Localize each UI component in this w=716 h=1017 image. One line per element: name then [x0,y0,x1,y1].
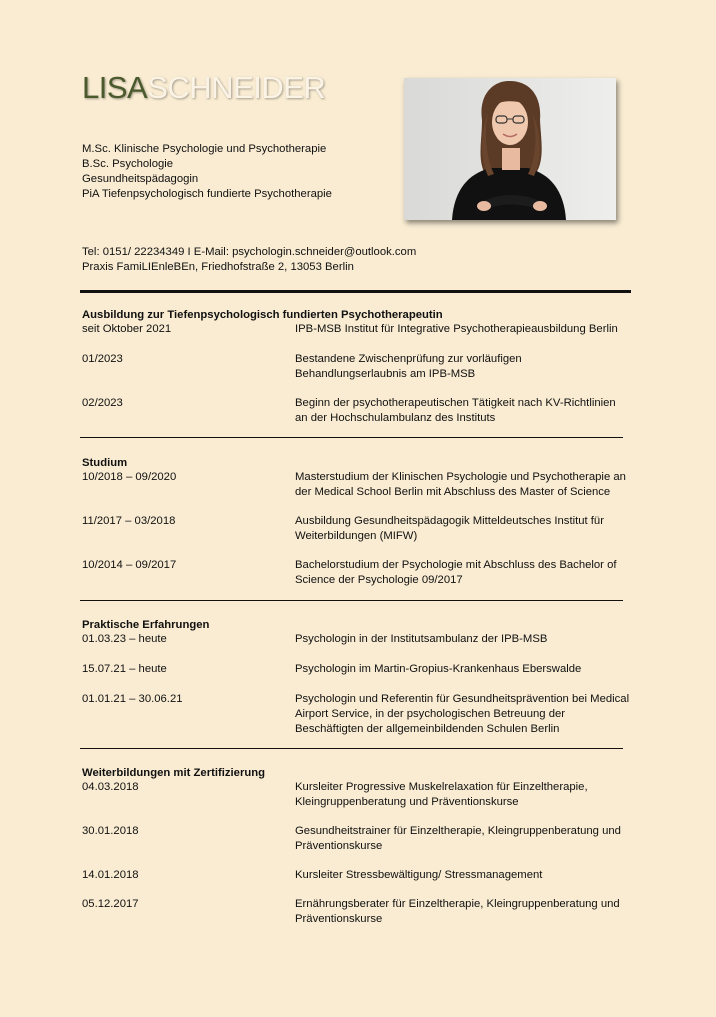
entry-description: Psychologin im Martin-Gropius-Krankenhaus Eberswalde [295,663,582,675]
contact-block [82,245,416,275]
entry-description: Kursleiter Progressive Muskelrelaxation für Einzeltherapie, Kleingruppenberatung und Präventionskurse [295,781,588,808]
list-item [82,514,631,544]
qualification-item: B.Sc. Psychologie [82,158,174,170]
list-item [82,352,631,382]
list-item [82,396,631,426]
entry-date: seit Oktober 2021 [82,323,172,335]
list-item [82,780,631,810]
section-title: Praktische Erfahrungen [82,619,210,631]
entry-description: Psychologin in der Institutsambulanz der IPB-MSB [295,633,548,645]
entry-date: 02/2023 [82,397,123,409]
qualification-item: M.Sc. Klinische Psychologie und Psychotherapie [82,143,327,155]
list-item [82,558,631,588]
header-divider [80,290,631,293]
list-item [82,897,631,927]
entry-description: Bachelorstudium der Psychologie mit Abschluss des Bachelor of Science der Psychologie 09/2017 [295,559,617,586]
entry-date: 14.01.2018 [82,869,139,881]
entry-description: Gesundheitstrainer für Einzeltherapie, Kleingruppenberatung und Präventionskurse [295,825,621,852]
list-item [82,322,631,337]
entry-date: 10/2018 – 09/2020 [82,471,177,483]
list-item [82,470,631,500]
entry-description: Ernährungsberater für Einzeltherapie, Kleingruppenberatung und Präventionskurse [295,898,620,925]
entry-date: 01/2023 [82,353,123,365]
list-item [82,632,631,647]
entry-date: 10/2014 – 09/2017 [82,559,177,571]
list-item [82,662,631,677]
entry-description: Ausbildung Gesundheitspädagogik Mitteldeutsches Institut für Weiterbildungen (MIFW) [295,515,604,542]
section-ausbildung [82,308,627,424]
section-studium [82,456,627,586]
section-divider [80,600,623,601]
section-divider [80,748,623,749]
portrait-image [404,78,616,220]
entry-date: 11/2017 – 03/2018 [82,515,176,527]
entry-date: 30.01.2018 [82,825,139,837]
entry-description: Masterstudium der Klinischen Psychologie und Psychotherapie an der Medical School Berlin mit Abschluss des Master of Science [295,471,626,498]
entry-date: 15.07.21 – heute [82,663,167,675]
section-praxis [82,618,630,735]
section-title: Studium [82,457,128,469]
entry-description: Kursleiter Stressbewältigung/ Stressmanagement [295,869,543,881]
list-item [82,692,631,737]
qualification-item: PiA Tiefenpsychologisch fundierte Psychotherapie [82,188,332,200]
entry-description: Psychologin und Referentin für Gesundheitsprävention bei Medical Airport Service, in der psychologischen Betreuung der Beschäftigten der allgemeinbildenden Schulen Berlin [295,693,630,735]
entry-date: 01.03.23 – heute [82,633,167,645]
entry-description: Beginn der psychotherapeutischen Tätigkeit nach KV-Richtlinien an der Hochschulambulanz des Instituts [295,397,616,424]
list-item [82,868,631,883]
first-name: LISA [82,70,148,105]
qualifications-list [82,142,332,202]
contact-phone-email: Tel: 0151/ 22234349 I E-Mail: psychologin.schneider@outlook.com [82,246,417,258]
entry-date: 04.03.2018 [82,781,139,793]
entry-date: 01.01.21 – 30.06.21 [82,693,183,705]
portrait-photo [404,78,616,220]
entry-description: Bestandene Zwischenprüfung zur vorläufigen Behandlungserlaubnis am IPB-MSB [295,353,522,380]
contact-address: Praxis FamiLIEnleBEn, Friedhofstraße 2, 13053 Berlin [82,261,354,273]
qualification-item: Gesundheitspädagogin [82,173,199,185]
last-name: SCHNEIDER [147,70,326,105]
section-title: Weiterbildungen mit Zertifizierung [82,767,266,779]
section-divider [80,437,623,438]
list-item [82,824,631,854]
section-weiterbildungen [82,766,627,925]
name-heading [82,70,325,106]
section-title: Ausbildung zur Tiefenpsychologisch fundierten Psychotherapeutin [82,309,443,321]
entry-date: 05.12.2017 [82,898,139,910]
entry-description: IPB-MSB Institut für Integrative Psychotherapieausbildung Berlin [295,323,618,335]
